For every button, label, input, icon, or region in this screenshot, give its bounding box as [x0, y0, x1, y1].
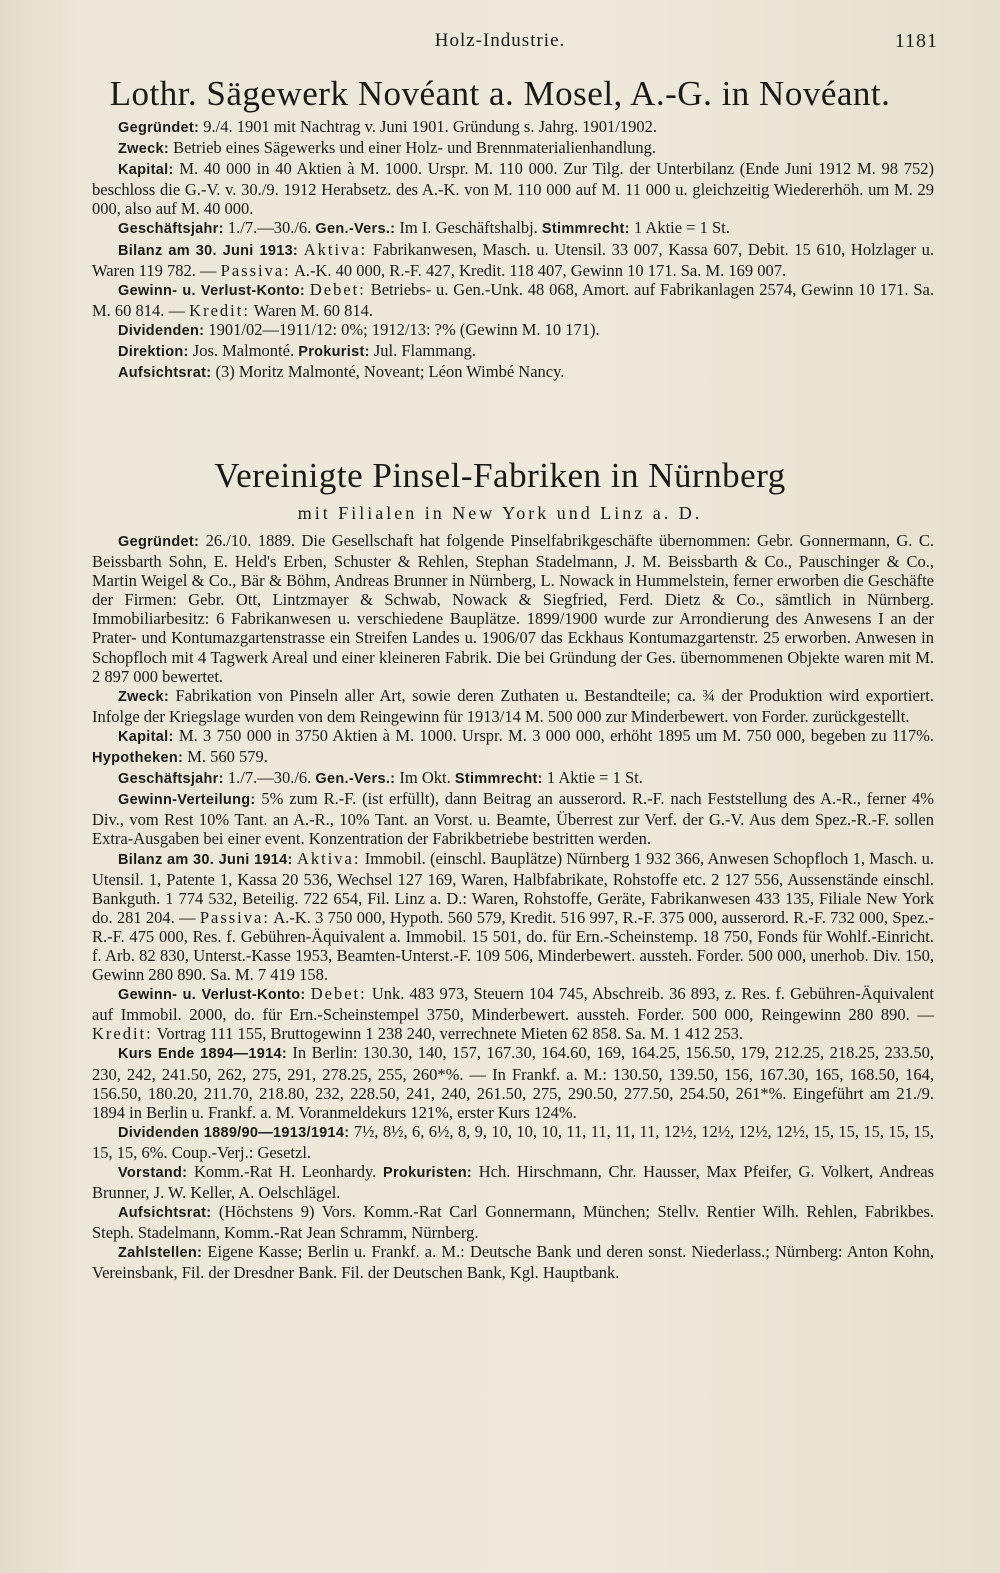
entry-balance: Bilanz am 30. Juni 1913: Aktiva: Fabrikanwesen, Masch. u. Utensil. 33 007, Kassa 607, Debit. 15 610, Holzlager u. Waren 119 782. — Passiva: A.-K. 40 000, R.-F. 427, Kredit. 118 407, Gewinn 10 171. Sa. M. 169 007. — [92, 239, 934, 280]
entry-share-prices: Kurs Ende 1894—1914: In Berlin: 130.30, 140, 157, 167.30, 164.60, 169, 164.25, 156.50, 179, 212.25, 218.25, 233.50, 230, 242, 241.50, 262, 275, 291, 278.25, 255, 260*%. — In Frankf. a. M.: 130.50, 139.50, 156, 167.30, 165, 168.50, 164, 156.50, 180.20, 211.70, 218.80, 232, 228.50, 241, 240, 261.50, 275, 290.50, 277.50, 254.50, 261*%. Eingeführt am 21./9. 1894 in Berlin u. Frankf. a. M. Voranmeldekurs 121%, erster Kurs 124%. — [92, 1043, 935, 1122]
entry-fiscal-year: Geschäftsjahr: 1./7.—30./6. Gen.-Vers.: Im Okt. Stimmrecht: 1 Aktie = 1 St. — [118, 768, 643, 788]
entry-capital: Kapital: M. 3 750 000 in 3750 Aktien à M. 1000. Urspr. M. 3 000 000, erhöht 1895 um M. 750 000, begeben zu 117%. Hypotheken: M. 560 579. — [92, 725, 935, 767]
entry-balance: Bilanz am 30. Juni 1914: Aktiva: Immobil. (einschl. Bauplätze) Nürnberg 1 932 366, Anwesen Schopfloch 1, Masch. u. Utensil. 1, Patente 1, Kassa 20 536, Wechsel 127 169, Waren, Halbfabrikate, Rohstoffe etc. 2 127 556, Aussenstände einschl. Bankguth. 1 774 532, Beteilig. 722 654, Fil. Linz a. D.: Waren, Rohstoffe, Geräte, Fabrikanwesen 433 135, Filiale New York do. 281 204. — Passiva: A.-K. 3 750 000, Hypoth. 560 579, Kredit. 516 997, R.-F. 375 000, ausserord. R.-F. 732 000, Spez.-R.-F. 475 000, Res. f. Gebühren-Äquivalent a. Immobil. 15 501, do. für Ern.-Scheinstemp. 18 750, Fonds für Wohlf.-Einricht. f. Arb. 82 830, Unterst.-Kasse 1953, Beamten-Unterst.-F. 109 506, Minderbewert. aussteh. Forder. 500 000, unerhob. Div. 150, Gewinn 280 890. Sa. M. 7 419 158. — [92, 848, 935, 985]
page-number: 1181 — [894, 30, 938, 52]
entry-purpose: Zweck: Betrieb eines Sägewerks und einer Holz- und Brennmaterialienhandlung. — [118, 138, 657, 158]
entry-board: Vorstand: Komm.-Rat H. Leonhardy. Prokuristen: Hch. Hirschmann, Chr. Hausser, Max Pfeifer, G. Volkert, Andreas Brunner, J. W. Keller, A. Oelschlägel. — [92, 1162, 935, 1203]
entry-paying-agents: Zahlstellen: Eigene Kasse; Berlin u. Frankf. a. M.: Deutsche Bank und deren sonst. Niederlass.; Nürnberg: Anton Kohn, Vereinsbank, Fil. der Dresdner Bank. Fil. der Deutschen Bank, Kgl. Hauptbank. — [92, 1242, 935, 1283]
running-header — [0, 30, 1000, 56]
company-subtitle-2: mit Filialen in New York und Linz a. D. — [297, 503, 703, 523]
company-title-2: Vereinigte Pinsel-Fabriken in Nürnberg — [214, 456, 786, 495]
entry-capital: Kapital: M. 40 000 in 40 Aktien à M. 1000. Urspr. M. 110 000. Zur Tilg. der Unterbilanz (Ende Juni 1912 M. 98 752) beschloss die G.-V. v. 30./9. 1912 Herabsetz. des A.-K. von M. 110 000 auf M. 11 000 u. gleichzeitig Wiedererhöh. um M. 29 000, also auf M. 40 000. — [92, 159, 934, 219]
entry-supervisory-board: Aufsichtsrat: (Höchstens 9) Vors. Komm.-Rat Carl Gonnermann, München; Stellv. Rentier Wilh. Rehlen, Fabrikbes. Steph. Stadelmann, Komm.-Rat Jean Schramm, Nürnberg. — [92, 1202, 935, 1243]
entry-profit-distribution: Gewinn-Verteilung: 5% zum R.-F. (ist erfüllt), dann Beitrag an ausserord. R.-F. nach Feststellung des A.-R., ferner 4% Div., vom Rest 10% Tant. an A.-R., 10% Tant. an Vorst. u. Beamte, Überrest zur Verf. der G.-V. Aus dem Spez.-R.-F. sollen Extra-Ausgaben bei einer event. Konzentration der Fabrikbetriebe bestritten werden. — [92, 789, 934, 849]
entry-profit-loss: Gewinn- u. Verlust-Konto: Debet: Unk. 483 973, Steuern 104 745, Abschreib. 36 893, z. Res. f. Gebühren-Äquivalent auf Immobil. 2000, do. für Ern.-Scheinstempel 3750, Minderbewert. aussteh. Forder. 500 000, Reingewinn 280 890. — Kredit: Vortrag 111 155, Bruttogewinn 1 238 240, verrechnete Mieten 62 858. Sa. M. 1 412 253. — [92, 984, 935, 1044]
entry-purpose: Zweck: Fabrikation von Pinseln aller Art, sowie deren Zuthaten u. Bestandteile; ca. ¾ der Produktion wird exportiert. Infolge der Kriegslage wurden von dem Reingewinn für 1913/14 M. 500 000 zur Minderbewert. von Forder. zurückgestellt. — [92, 685, 934, 726]
entry-management: Direktion: Jos. Malmonté. Prokurist: Jul. Flammang. — [118, 341, 477, 361]
entry-dividends: Dividenden 1889/90—1913/1914: 7½, 8½, 6, 6½, 8, 9, 10, 10, 10, 11, 11, 11, 11, 12½, 12½, 12½, 12½, 15, 15, 15, 15, 15, 15, 15, 6%. Coup.-Verj.: Gesetzl. — [92, 1121, 934, 1162]
entry-founded: Gegründet: 26./10. 1889. Die Gesellschaft hat folgende Pinselfabrikgeschäfte übernommen: Gebr. Gonnermann, G. C. Beissbarth Sohn, E. Held's Erben, Schuster & Rehlen, Stephan Stadelmann, J. M. Beissbarth & Co., Pauschinger & Co., Martin Weigel & Co., Bär & Böhm, Andreas Brunner in Nürnberg, L. Nowack in Hummelstein, ferner erworben die Geschäfte der Firmen: Gebr. Ott, Lintzmayer & Schwab, Nowack & Siegfried, Ferd. Dietz & Co., sämtlich in Nürnberg. Immobiliarbesitz: 6 Fabrikanwesen u. verschiedene Bauplätze. 1899/1900 wurde zur Arrondierung des Anwesens I an der Prater- und Kontumazgartenstrasse ein Streifen Landes u. 1906/07 das Eckhaus Kontumazgartenstr. 25 erworben. Anwesen in Schopfloch mit 4 Tagwerk Areal und einer kleineren Fabrik. Die bei Gründung der Ges. übernommenen Objekte waren mit M. 2 897 000 bewertet. — [92, 531, 935, 686]
entry-profit-loss: Gewinn- u. Verlust-Konto: Debet: Betriebs- u. Gen.-Unk. 48 068, Amort. auf Fabrikanlagen 2574, Gewinn 10 171. Sa. M. 60 814. — Kredit: Waren M. 60 814. — [92, 279, 934, 320]
company-section-1 — [92, 117, 934, 383]
entry-fiscal-year: Geschäftsjahr: 1./7.—30./6. Gen.-Vers.: Im I. Geschäftshalbj. Stimmrecht: 1 Aktie = 1 St. — [118, 218, 730, 238]
running-header-title: Holz-Industrie. — [434, 30, 566, 51]
company-section-2 — [92, 531, 934, 1283]
entry-dividends: Dividenden: 1901/02—1911/12: 0%; 1912/13: ?% (Gewinn M. 10 171). — [118, 319, 600, 339]
company-title-1: Lothr. Sägewerk Novéant a. Mosel, A.-G. in Novéant. — [109, 74, 891, 113]
entry-supervisory-board: Aufsichtsrat: (3) Moritz Malmonté, Noveant; Léon Wimbé Nancy. — [118, 362, 565, 382]
entry-founded: Gegründet: 9./4. 1901 mit Nachtrag v. Juni 1901. Gründung s. Jahrg. 1901/1902. — [118, 117, 657, 136]
